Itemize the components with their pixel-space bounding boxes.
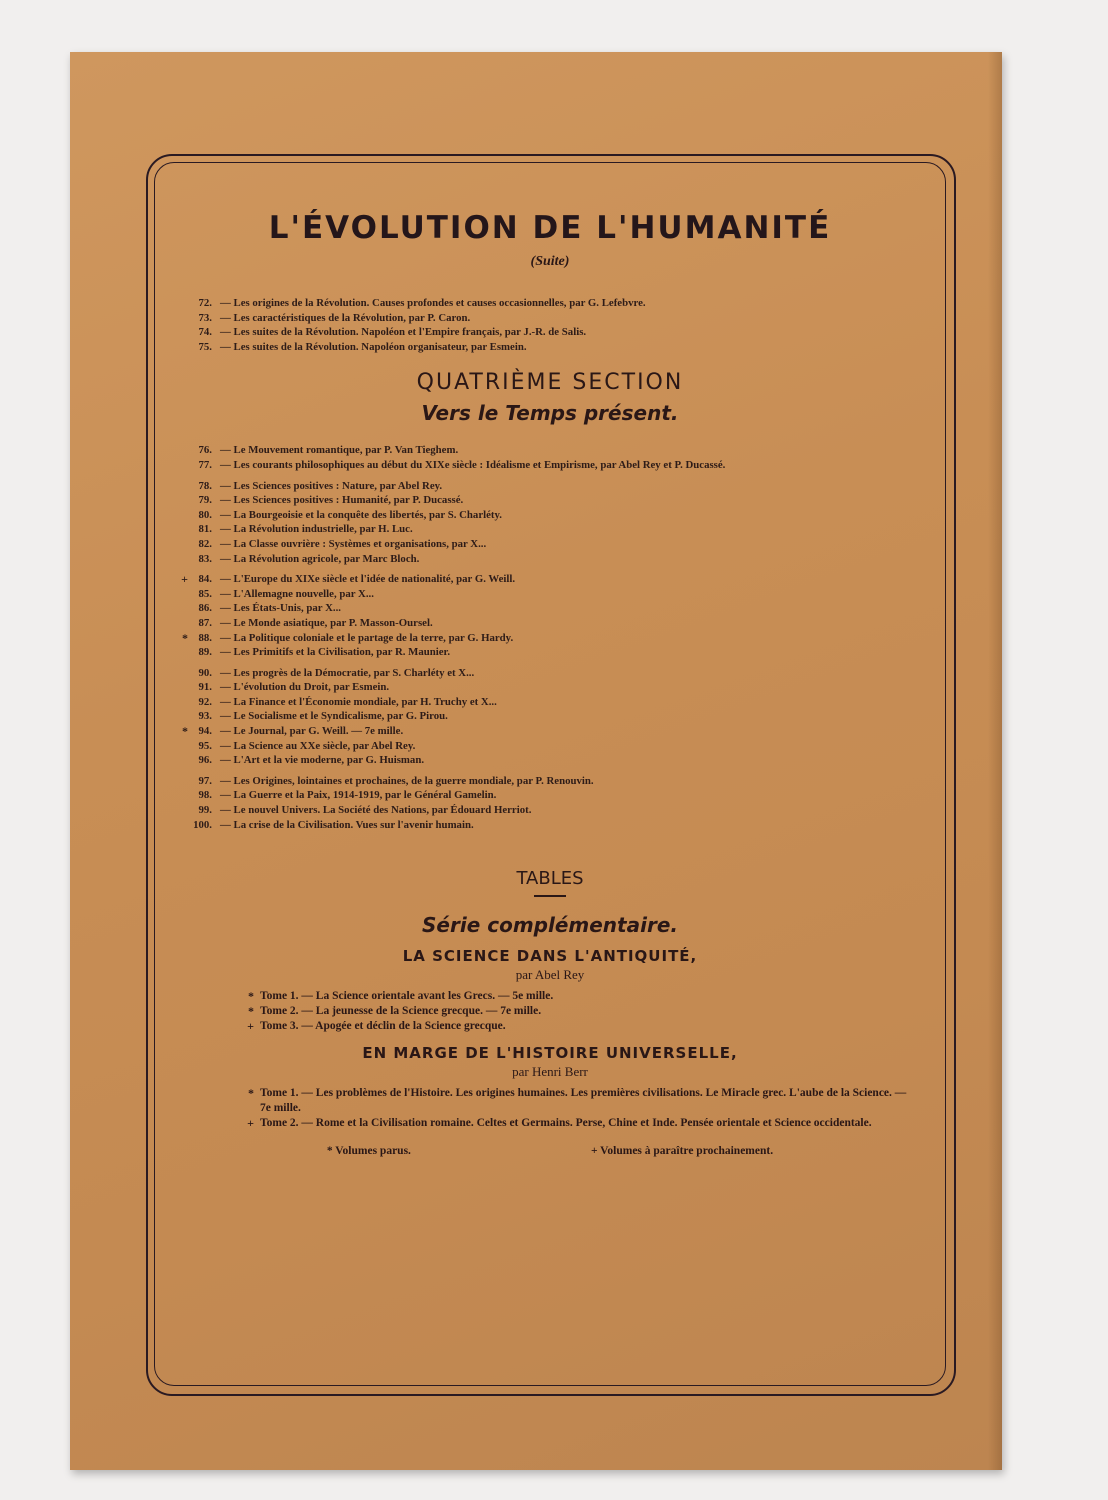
tome-entry [248,989,920,1004]
catalog-entry [180,537,920,552]
entry-number: 88. [198,631,212,644]
entry-text: — La Révolution agricole, par Marc Bloch. [220,552,420,565]
entry-number: 100. [193,818,212,831]
tome-entry [247,1116,920,1131]
entry-number: 73. [198,311,212,324]
entry-number: 93. [198,710,212,723]
tome-text: Tome 2. — La jeunesse de la Science grecque. — 7e mille. [260,1005,542,1018]
catalog-entry [180,508,920,523]
catalog-entry [180,572,920,587]
book-cover [70,52,1002,1470]
entry-text: — L'évolution du Droit, par Esmein. [220,681,390,694]
entry-number: 72. [198,297,212,309]
science-series-author: par Abel Rey [515,967,585,983]
legend [180,1145,920,1157]
tome-mark: * [248,1086,254,1101]
entry-text: — Les Primitifs et la Civilisation, par R. Maunier. [220,646,451,659]
entry-number: 75. [198,340,212,353]
catalog-entry [180,493,920,508]
catalog-entry [180,631,920,646]
entry-text: — La Politique coloniale et le partage de la terre, par G. Hardy. [220,631,514,644]
entry-number: 85. [198,587,212,600]
catalog-entry [180,695,920,710]
catalog-entry [180,296,920,311]
catalog-entry [180,601,920,616]
entry-number: 98. [198,789,212,802]
catalog-entry [180,587,920,602]
entry-number: 84. [198,573,212,586]
entry-text: — L'Europe du XIXe siècle et l'idée de nationalité, par G. Weill. [220,573,516,586]
tome-entry [248,1086,920,1116]
entry-text: — L'Art et la vie moderne, par G. Huisman. [220,754,425,767]
entry-number: 97. [198,774,212,787]
catalog-entry [180,645,920,660]
marge-series-author: par Henri Berr [512,1064,588,1080]
catalog-entry [180,803,920,818]
entry-number: 95. [198,739,212,752]
legend-published: * Volumes parus. [326,1145,411,1158]
entry-text: — La Classe ouvrière : Systèmes et organisations, par X... [220,537,487,550]
entry-text: — Les Sciences positives : Nature, par Abel Rey. [220,479,443,492]
catalog-entry [180,552,920,567]
entry-text: — L'Allemagne nouvelle, par X... [220,587,374,600]
tome-text: Tome 1. — La Science orientale avant les Grecs. — 5e mille. [260,990,554,1003]
entry-list [180,443,920,832]
catalog-entry [180,325,920,340]
marge-series-title: EN MARGE DE L'HISTOIRE UNIVERSELLE, [362,1044,738,1063]
catalog-entry [180,709,920,724]
entry-number: 79. [198,494,212,507]
entry-text: — Les Sciences positives : Humanité, par P. Ducassé. [220,494,464,507]
tome-mark: * [248,1004,254,1019]
catalog-entry [180,724,920,739]
section-subtitle: Vers le Temps présent. [421,401,679,426]
entry-number: 86. [198,602,212,615]
entry-number: 94. [198,725,212,738]
entry-number: 99. [198,804,212,817]
entry-number: 82. [198,537,212,550]
entry-text: — Les caractéristiques de la Révolution, par P. Caron. [220,311,471,324]
entry-text: — Les Origines, lointaines et prochaines, de la guerre mondiale, par P. Renouvin. [220,774,594,787]
entry-number: 90. [198,666,212,679]
cover-content [180,210,920,1157]
series-title: L'ÉVOLUTION DE L'HUMANITÉ [268,210,832,246]
entry-number: 76. [198,444,212,457]
catalog-entry [180,753,920,768]
entry-text: — La Révolution industrielle, par H. Luc. [220,523,413,536]
entry-text: — La Guerre et la Paix, 1914-1919, par le Général Gamelin. [220,789,497,802]
entry-text: — Le Monde asiatique, par P. Masson-Oursel. [220,616,433,629]
entry-number: 80. [198,508,212,521]
catalog-entry [180,774,920,789]
catalog-entry [180,666,920,681]
entry-mark: + [181,572,188,587]
entry-number: 91. [198,681,212,694]
entry-text: — La Finance et l'Économie mondiale, par H. Truchy et X... [220,695,497,708]
entry-number: 83. [198,552,212,565]
marge-tome-list [180,1086,920,1131]
tome-text: Tome 3. — Apogée et déclin de la Science grecque. [260,1020,506,1033]
tome-mark: + [247,1019,254,1034]
serie-title: Série complémentaire. [422,913,678,938]
entry-number: 96. [198,754,212,767]
catalog-entry [180,680,920,695]
catalog-entry [180,616,920,631]
catalog-entry [180,443,920,458]
catalog-entry [180,479,920,494]
catalog-entry [180,458,920,473]
science-series-title: LA SCIENCE DANS L'ANTIQUITÉ, [402,947,698,966]
science-tome-list [180,989,920,1034]
entry-text: — Le nouvel Univers. La Société des Nations, par Édouard Herriot. [220,804,532,817]
tome-text: Tome 1. — Les problèmes de l'Histoire. Les origines humaines. Les premières civilisations. Le Miracle grec. L'aube de la Science. — 7e mille. [260,1087,907,1115]
entry-number: 74. [198,326,212,339]
entry-number: 87. [198,616,212,629]
divider-rule [534,895,566,897]
entry-text: — Le Mouvement romantique, par P. Van Tieghem. [220,444,459,457]
entry-text: — La crise de la Civilisation. Vues sur l'avenir humain. [220,818,474,831]
entry-text: — Les courants philosophiques au début du XIXe siècle : Idéalisme et Empirisme, par Abel Rey et P. Ducassé. [220,458,726,471]
section-title: QUATRIÈME SECTION [416,370,684,396]
entry-number: 77. [198,458,212,471]
entry-mark: * [182,630,188,645]
catalog-entry [180,739,920,754]
tome-entry [248,1004,920,1019]
tables-title: TABLES [516,868,584,890]
entry-number: 89. [198,646,212,659]
entry-number: 92. [198,695,212,708]
cover-edge-shadow [988,52,1002,1470]
entry-text: — Le Journal, par G. Weill. — 7e mille. [220,725,404,738]
legend-forthcoming: + Volumes à paraître prochainement. [590,1145,774,1158]
catalog-entry [180,788,920,803]
entry-text: — La Science au XXe siècle, par Abel Rey. [220,739,416,752]
entry-text: — Les progrès de la Démocratie, par S. Charléty et X... [220,666,475,679]
entry-text: — Les origines de la Révolution. Causes profondes et causes occasionnelles, par G. Lefebvre. [220,297,646,309]
catalog-entry [180,340,920,355]
tome-mark: + [247,1116,254,1131]
entry-mark: * [182,724,188,739]
entry-text: — Les États-Unis, par X... [220,602,341,615]
tome-text: Tome 2. — Rome et la Civilisation romaine. Celtes et Germains. Perse, Chine et Inde. Pensée orientale et Science occidentale. [260,1117,872,1130]
catalog-entry [180,522,920,537]
tome-mark: * [248,989,254,1004]
entry-text: — Les suites de la Révolution. Napoléon organisateur, par Esmein. [220,340,527,353]
entry-text: — Le Socialisme et le Syndicalisme, par G. Pirou. [220,710,448,723]
tome-entry [247,1019,920,1034]
series-subtitle: (Suite) [530,254,570,269]
catalog-entry [180,818,920,833]
catalog-entry [180,311,920,326]
entry-text: — La Bourgeoisie et la conquête des libertés, par S. Charléty. [220,508,502,521]
intro-entry-list [180,296,920,354]
entry-number: 81. [198,523,212,536]
entry-text: — Les suites de la Révolution. Napoléon et l'Empire français, par J.-R. de Salis. [220,326,587,339]
entry-number: 78. [198,479,212,492]
